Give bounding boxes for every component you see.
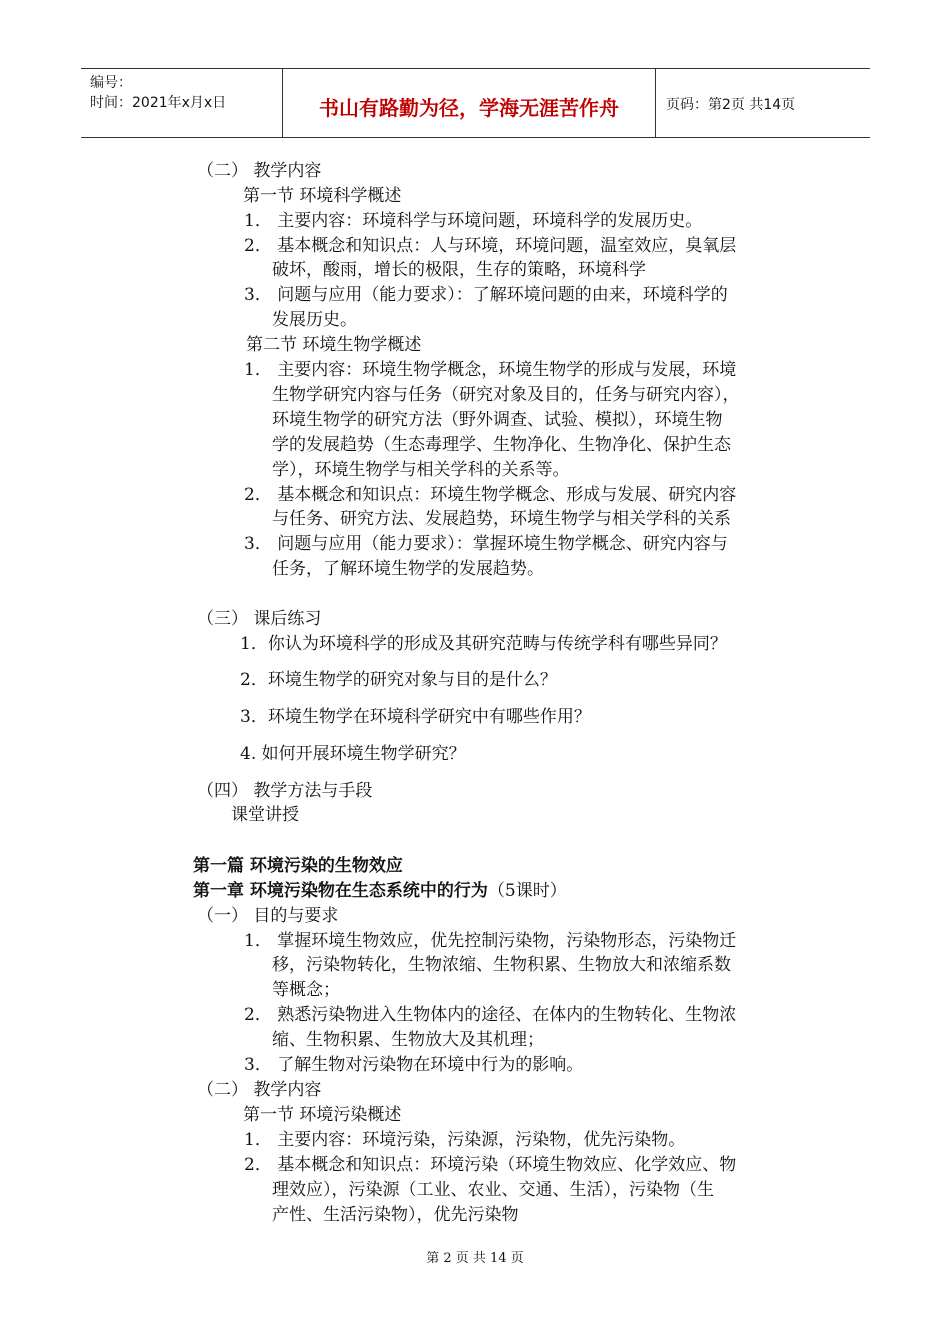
section-heading: （三） 课后练习 bbox=[197, 609, 322, 629]
chapter-hours: （5课时） bbox=[487, 881, 567, 901]
exercise-item: 4. 如何开展环境生物学研究？ bbox=[240, 744, 466, 764]
list-item: 2． 基本概念和知识点：环境污染（环境生物效应、化学效应、物 bbox=[244, 1155, 737, 1175]
list-item-continuation: 环境生物学的研究方法（野外调查、试验、模拟），环境生物 bbox=[272, 410, 723, 430]
list-item: 2． 熟悉污染物进入生物体内的途径、在体内的生物转化、生物浓 bbox=[244, 1005, 737, 1025]
page-footer: 第 2 页 共 14 页 bbox=[426, 1251, 524, 1266]
subsection-title: 第一节 环境科学概述 bbox=[243, 186, 402, 206]
list-item: 2． 基本概念和知识点：人与环境，环境问题，温室效应，臭氧层 bbox=[244, 236, 737, 256]
list-item-continuation: 等概念； bbox=[272, 980, 340, 1000]
section-heading: （二） 教学内容 bbox=[197, 161, 322, 181]
page-header bbox=[81, 68, 870, 138]
subsection-title: 第一节 环境污染概述 bbox=[243, 1105, 402, 1125]
header-motto: 书山有路勤为径，学海无涯苦作舟 bbox=[319, 96, 619, 120]
section-heading: （一） 目的与要求 bbox=[197, 906, 339, 926]
chapter-title-line bbox=[193, 880, 567, 902]
subsection-title: 第二节 环境生物学概述 bbox=[246, 335, 422, 355]
list-item: 2． 基本概念和知识点：环境生物学概念、形成与发展、研究内容 bbox=[244, 485, 737, 505]
list-item-continuation: 移，污染物转化，生物浓缩、生物积累、生物放大和浓缩系数 bbox=[272, 955, 731, 975]
header-page-cell bbox=[656, 69, 870, 137]
section-heading: （四） 教学方法与手段 bbox=[197, 781, 373, 801]
list-item: 1． 掌握环境生物效应，优先控制污染物，污染物形态，污染物迁 bbox=[244, 931, 737, 951]
list-item-continuation: 学），环境生物学与相关学科的关系等。 bbox=[272, 460, 570, 480]
paragraph-text: 课堂讲授 bbox=[231, 805, 299, 825]
list-item-continuation: 与任务、研究方法、发展趋势，环境生物学与相关学科的关系 bbox=[272, 509, 731, 529]
document-number-label: 编号： bbox=[90, 75, 132, 91]
chapter-title: 第一章 环境污染物在生态系统中的行为 bbox=[193, 881, 488, 901]
list-item-continuation: 破坏，酸雨，增长的极限，生存的策略，环境科学 bbox=[272, 260, 646, 280]
list-item: 1． 主要内容：环境生物学概念，环境生物学的形成与发展，环境 bbox=[244, 360, 737, 380]
exercise-item: 1．你认为环境科学的形成及其研究范畴与传统学科有哪些异同？ bbox=[240, 634, 727, 654]
part-title: 第一篇 环境污染的生物效应 bbox=[193, 856, 403, 876]
header-motto-cell bbox=[283, 69, 656, 137]
list-item-continuation: 产性、生活污染物），优先污染物 bbox=[272, 1205, 519, 1225]
section-heading: （二） 教学内容 bbox=[197, 1080, 322, 1100]
exercise-item: 3．环境生物学在环境科学研究中有哪些作用？ bbox=[240, 707, 591, 727]
list-item: 1． 主要内容：环境污染，污染源，污染物，优先污染物。 bbox=[244, 1130, 686, 1150]
list-item: 3． 问题与应用（能力要求）：掌握环境生物学概念、研究内容与 bbox=[244, 534, 728, 554]
header-info-cell bbox=[81, 69, 283, 137]
document-date: 时间：2021年x月x日 bbox=[90, 95, 227, 111]
list-item: 3． 问题与应用（能力要求）：了解环境问题的由来，环境科学的 bbox=[244, 285, 728, 305]
list-item: 3． 了解生物对污染物在环境中行为的影响。 bbox=[244, 1055, 584, 1075]
list-item-continuation: 生物学研究内容与任务（研究对象及目的，任务与研究内容）， bbox=[272, 385, 740, 405]
list-item: 1． 主要内容：环境科学与环境问题，环境科学的发展历史。 bbox=[244, 211, 703, 231]
header-page-code: 页码：第2页 共14页 bbox=[666, 97, 796, 113]
list-item-continuation: 缩、生物积累、生物放大及其机理； bbox=[272, 1030, 544, 1050]
list-item-continuation: 学的发展趋势（生态毒理学、生物净化、生物净化、保护生态 bbox=[272, 435, 731, 455]
list-item-continuation: 任务，了解环境生物学的发展趋势。 bbox=[272, 559, 544, 579]
list-item-continuation: 发展历史。 bbox=[272, 310, 357, 330]
list-item-continuation: 理效应），污染源（工业、农业、交通、生活），污染物（生 bbox=[272, 1180, 714, 1200]
exercise-item: 2．环境生物学的研究对象与目的是什么？ bbox=[240, 670, 557, 690]
